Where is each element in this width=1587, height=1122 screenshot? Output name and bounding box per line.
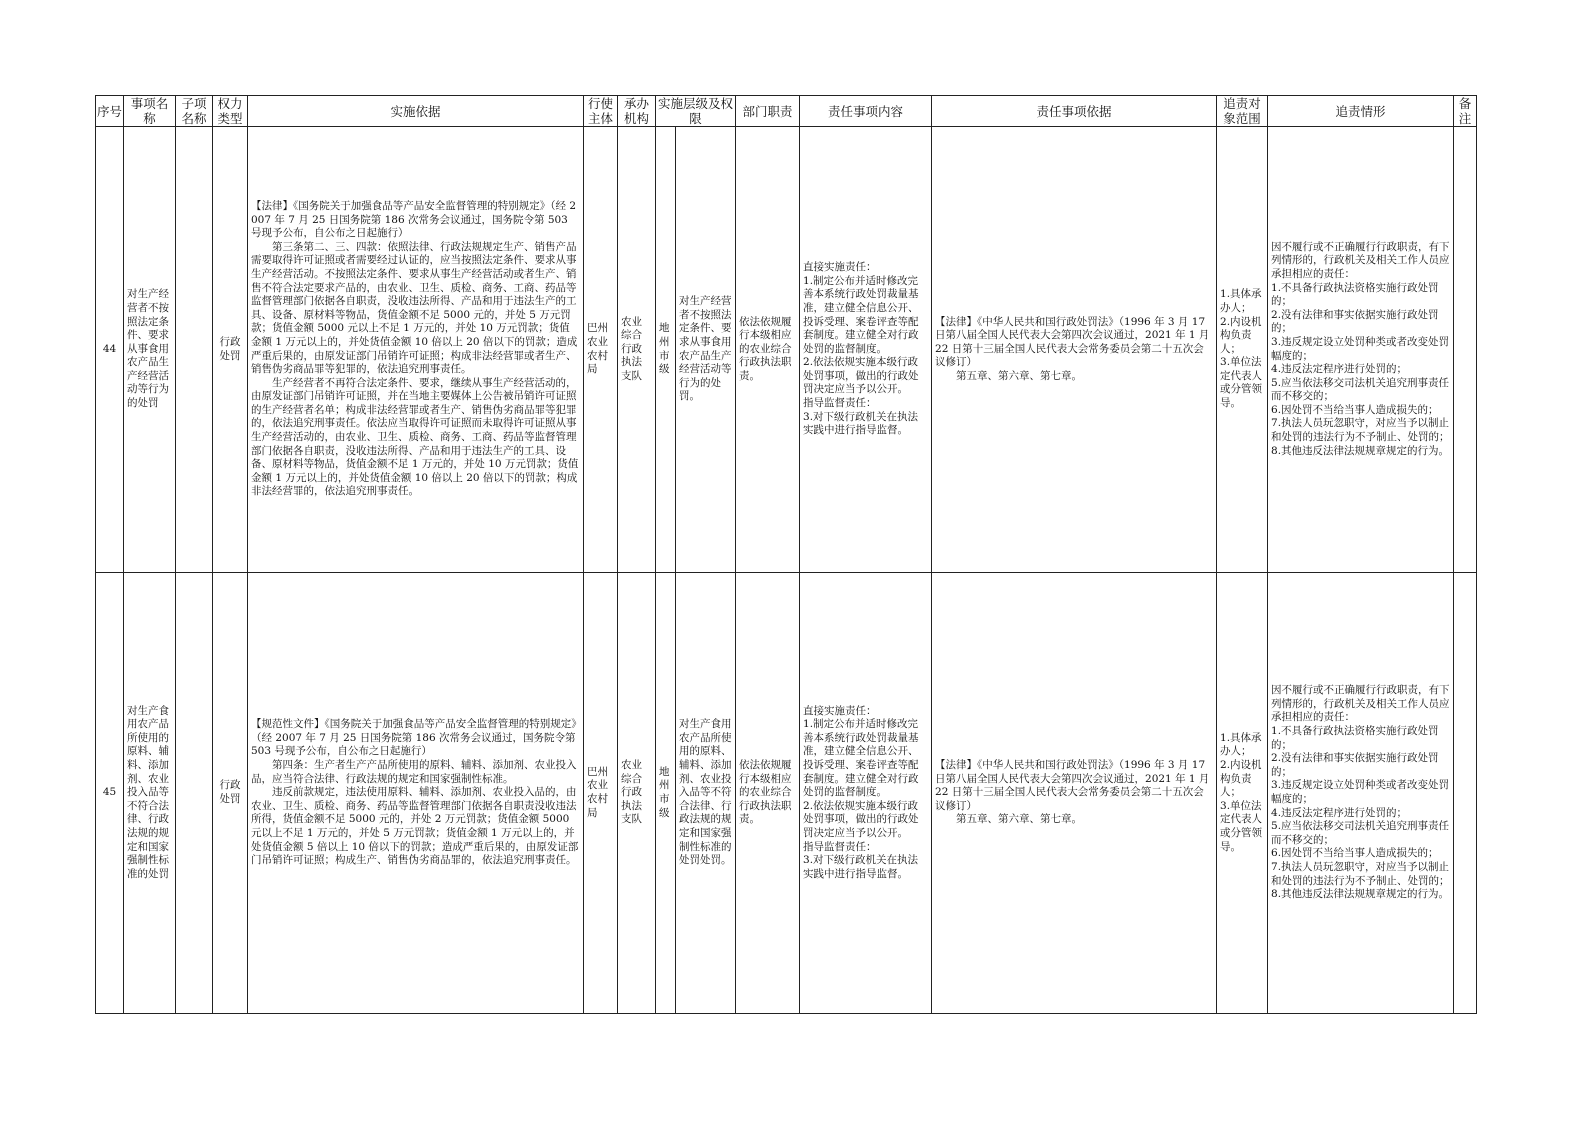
cell-resp-content: 直接实施责任： 1.制定公布并适时修改完善本系统行政处罚裁量基准，建立健全信息公开、投诉受理、案卷评查等配套制度。建立健全对行政处罚的监督制度。 2.依法依规实施本级行政处罚事项，做出的行政处罚决定应当予以公开。 指导监督责任： 3.对下级行政机关在执法实践中进行指导监督。 bbox=[800, 127, 932, 573]
header-seq: 序号 bbox=[96, 96, 124, 127]
resp-basis-chapters: 第五章、第六章、第七章。 bbox=[956, 369, 1083, 382]
cell-level-a: 地州市级 bbox=[656, 127, 676, 573]
cell-item-name: 对生产经营者不按照法定条件、要求从事食用农产品生产经营活动等行为的处罚 bbox=[124, 127, 176, 573]
header-power-type: 权力类型 bbox=[213, 96, 248, 127]
cell-seq: 45 bbox=[96, 573, 124, 1014]
basis-paragraph: 生产经营者不再符合法定条件、要求，继续从事生产经营活动的，由原发证部门吊销许可证照，并在当地主要媒体上公告被吊销许可证照的生产经营者名单；构成非法经营罪或者生产、销售伪劣商品罪等犯罪的，依法追究刑事责任。依法应当取得许可证照而未取得许可证照从事生产经营活动的，由农业、卫生、质检、商务、工商、药品等监督管理部门依据各自职责，没收违法所得、产品和用于违法生产的工具、设备、原材料等物品，货值金额不足 1 万元的，并处 10 万元罚款；货值金额 1 万元以上的，并处货值金额 10 倍以上 20 倍以下的罚款；构成非法经营罪的，依法追究刑事责任。 bbox=[251, 376, 579, 498]
cell-scope: 1.具体承办人； 2.内设机构负责人； 3.单位法定代表人或分管领导。 bbox=[1217, 573, 1268, 1014]
cell-sub-item bbox=[176, 127, 213, 573]
cell-resp-basis bbox=[932, 127, 1217, 573]
header-agency: 承办机构 bbox=[618, 96, 656, 127]
resp-basis-chapters: 第五章、第六章、第七章。 bbox=[956, 813, 1083, 826]
cell-sub-item bbox=[176, 573, 213, 1014]
cell-actor: 巴州农业农村局 bbox=[584, 127, 618, 573]
resp-basis-title: 【法律】《中华人民共和国行政处罚法》（1996 年 3 月 17 日第八届全国人民代表大会第四次会议通过，2021 年 1 月 22 日第十三届全国人民代表大会常务委员会第二十五次会议修订） bbox=[935, 759, 1210, 812]
header-duty: 部门职责 bbox=[736, 96, 800, 127]
cell-situation: 因不履行或不正确履行行政职责，有下列情形的，行政机关及相关工作人员应承担相应的责任： 1.不具备行政执法资格实施行政处罚的； 2.没有法律和事实依据实施行政处罚的； 3.违反规定设立处罚种类或者改变处罚幅度的； 4.违反法定程序进行处罚的； 5.应当依法移交司法机关追究刑事责任而不移交的； 6.因处罚不当给当事人造成损失的； 7.执法人员玩忽职守，对应当予以制止和处罚的违法行为不予制止、处罚的； 8.其他违反法律法规规章规定的行为。 bbox=[1268, 127, 1454, 573]
header-row bbox=[96, 96, 1477, 127]
cell-level-a: 地州市级 bbox=[656, 573, 676, 1014]
header-scope: 追责对象范围 bbox=[1217, 96, 1268, 127]
cell-basis bbox=[248, 127, 584, 573]
header-resp-basis: 责任事项依据 bbox=[932, 96, 1217, 127]
header-resp-content: 责任事项内容 bbox=[800, 96, 932, 127]
cell-resp-basis bbox=[932, 573, 1217, 1014]
cell-level-b: 对生产食用农产品所使用的原料、辅料、添加剂、农业投入品等不符合法律、行政法规的规定和国家强制性标准的处罚处罚。 bbox=[676, 573, 736, 1014]
header-situation: 追责情形 bbox=[1268, 96, 1454, 127]
header-item-name: 事项名称 bbox=[124, 96, 176, 127]
cell-agency: 农业综合行政执法支队 bbox=[618, 127, 656, 573]
cell-situation: 因不履行或不正确履行行政职责，有下列情形的，行政机关及相关工作人员应承担相应的责任： 1.不具备行政执法资格实施行政处罚的； 2.没有法律和事实依据实施行政处罚的； 3.违反规定设立处罚种类或者改变处罚幅度的； 4.违反法定程序进行处罚的； 5.应当依法移交司法机关追究刑事责任而不移交的； 6.因处罚不当给当事人造成损失的； 7.执法人员玩忽职守，对应当予以制止和处罚的违法行为不予制止、处罚的； 8.其他违反法律法规规章规定的行为。 bbox=[1268, 573, 1454, 1014]
header-sub-item: 子项名称 bbox=[176, 96, 213, 127]
cell-resp-content: 直接实施责任： 1.制定公布并适时修改完善本系统行政处罚裁量基准，建立健全信息公开、投诉受理、案卷评查等配套制度。建立健全对行政处罚的监督制度。 2.依法依规实施本级行政处罚事项，做出的行政处罚决定应当予以公开。 指导监督责任： 3.对下级行政机关在执法实践中进行指导监督。 bbox=[800, 573, 932, 1014]
header-basis: 实施依据 bbox=[248, 96, 584, 127]
cell-seq: 44 bbox=[96, 127, 124, 573]
basis-title: 【规范性文件】《国务院关于加强食品等产品安全监督管理的特别规定》（经 2007 年 7 月 25 日国务院第 186 次常务会议通过，国务院令第 503 号现予公布，自公布之日起施行） bbox=[251, 718, 577, 758]
cell-agency: 农业综合行政执法支队 bbox=[618, 573, 656, 1014]
responsibility-table bbox=[95, 95, 1477, 1014]
cell-power-type: 行政处罚 bbox=[213, 127, 248, 573]
cell-duty: 依法依规履行本级相应的农业综合行政执法职责。 bbox=[736, 127, 800, 573]
basis-paragraph: 第四条：生产者生产产品所使用的原料、辅料、添加剂、农业投入品，应当符合法律、行政法规的规定和国家强制性标准。 bbox=[251, 759, 577, 785]
cell-scope: 1.具体承办人； 2.内设机构负责人； 3.单位法定代表人或分管领导。 bbox=[1217, 127, 1268, 573]
cell-level-b: 对生产经营者不按照法定条件、要求从事食用农产品生产经营活动等行为的处罚。 bbox=[676, 127, 736, 573]
cell-remark bbox=[1454, 127, 1477, 573]
cell-basis bbox=[248, 573, 584, 1014]
cell-actor: 巴州农业农村局 bbox=[584, 573, 618, 1014]
cell-duty: 依法依规履行本级相应的农业综合行政执法职责。 bbox=[736, 573, 800, 1014]
header-level: 实施层级及权限 bbox=[656, 96, 736, 127]
basis-paragraph: 第三条第二、三、四款：依照法律、行政法规规定生产、销售产品需要取得许可证照或者需要经过认证的，应当按照法定条件、要求从事生产经营活动。不按照法定条件、要求从事生产经营活动或者生产、销售不符合法定要求产品的，由农业、卫生、质检、商务、工商、药品等监督管理部门依据各自职责，没收违法所得、产品和用于违法生产的工具、设备、原材料等物品，货值金额不足 5000 元的，并处 5 万元罚款；货值金额 5000 元以上不足 1 万元的，并处 10 万元罚款；货值金额 1 万元以上的，并处货值金额 10 倍以上 20 倍以下的罚款；造成严重后果的，由原发证部门吊销许可证照；构成非法经营罪或者生产、销售伪劣商品罪等犯罪的，依法追究刑事责任。 bbox=[251, 240, 578, 376]
basis-title: 【法律】《国务院关于加强食品等产品安全监督管理的特别规定》（经 2007 年 7 月 25 日国务院第 186 次常务会议通过，国务院令第 503 号现予公布，自公布之日起施行） bbox=[251, 199, 577, 240]
cell-remark bbox=[1454, 573, 1477, 1014]
header-actor: 行使主体 bbox=[584, 96, 618, 127]
cell-item-name: 对生产食用农产品所使用的原料、辅料、添加剂、农业投入品等不符合法律、行政法规的规定和国家强制性标准的处罚 bbox=[124, 573, 176, 1014]
table-row bbox=[96, 127, 1477, 573]
table-row bbox=[96, 573, 1477, 1014]
resp-basis-title: 【法律】《中华人民共和国行政处罚法》（1996 年 3 月 17 日第八届全国人民代表大会第四次会议通过，2021 年 1 月 22 日第十三届全国人民代表大会常务委员会第二十五次会议修订） bbox=[935, 315, 1210, 369]
header-remark: 备注 bbox=[1454, 96, 1477, 127]
basis-paragraph: 违反前款规定，违法使用原料、辅料、添加剂、农业投入品的，由农业、卫生、质检、商务、药品等监督管理部门依据各自职责没收违法所得，货值金额不足 5000 元的，并处 2 万元罚款；货值金额 5000 元以上不足 1 万元的，并处 5 万元罚款；货值金额 1 万元以上的，并处货值金额 5 倍以上 10 倍以下的罚款；造成严重后果的，由原发证部门吊销许可证照；构成生产、销售伪劣商品罪的，依法追究刑事责任。 bbox=[251, 786, 579, 867]
cell-power-type: 行政处罚 bbox=[213, 573, 248, 1014]
